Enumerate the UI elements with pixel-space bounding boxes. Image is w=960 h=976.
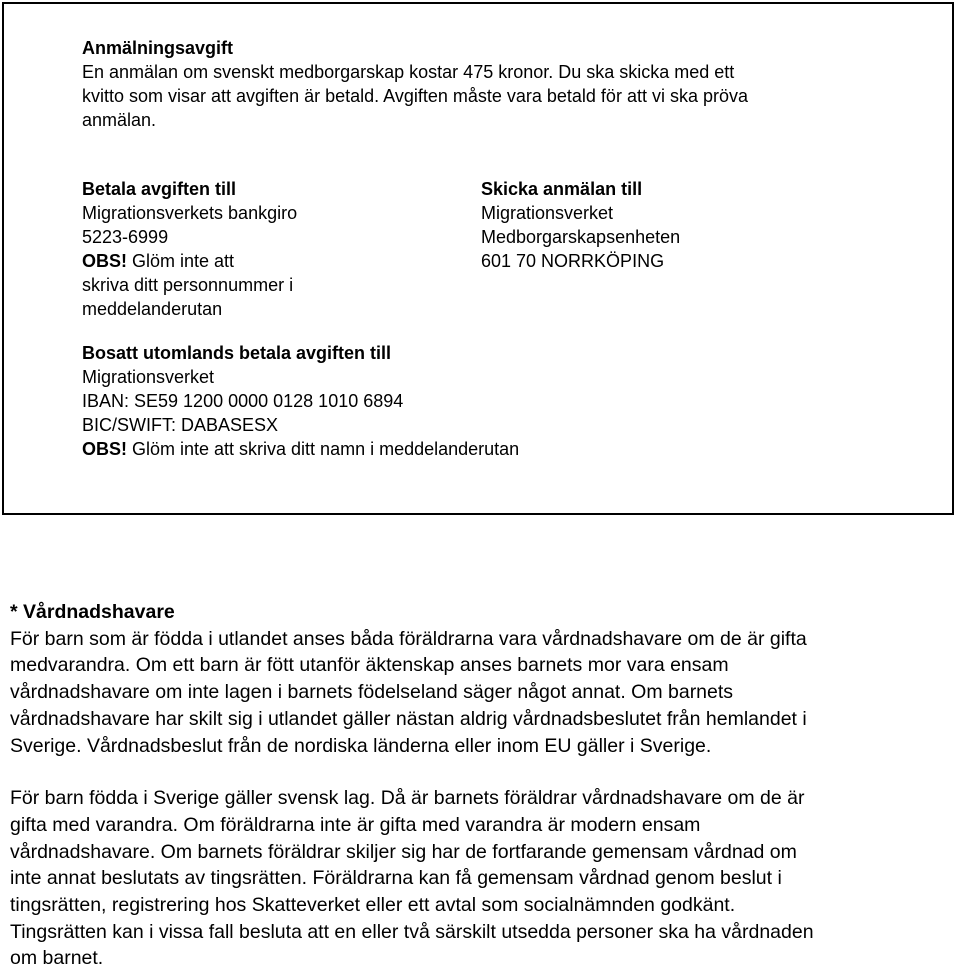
custody-paragraph — [10, 626, 940, 760]
custody-line: gifta med varandra. Om föräldrarna inte är gifta med varandra är modern ensam — [10, 813, 701, 836]
send-address-line: 601 70 NORRKÖPING — [481, 251, 665, 271]
fee-text-line: anmälan. — [82, 110, 157, 130]
pay-recipient: Migrationsverkets bankgiro — [82, 203, 298, 223]
obs-label: OBS! — [82, 251, 127, 271]
send-address-line: Migrationsverket — [481, 203, 614, 223]
pay-text-line: meddelanderutan — [82, 299, 223, 319]
fee-section — [82, 36, 748, 132]
obs-label: OBS! — [82, 439, 127, 459]
obs-text: Glöm inte att skriva ditt namn i meddelanderutan — [127, 439, 520, 459]
pay-heading: Betala avgiften till — [82, 179, 237, 199]
custody-section — [10, 599, 940, 972]
abroad-heading: Bosatt utomlands betala avgiften till — [82, 343, 392, 363]
custody-line: tingsrätten, registrering hos Skatteverket eller ett avtal som socialnämnden godkänt. — [10, 894, 736, 917]
pay-obs-line — [82, 249, 297, 273]
custody-line: Tingsrätten kan i vissa fall besluta att en eller två särskilt utsedda personer ska ha vårdnaden — [10, 920, 814, 943]
custody-line: För barn födda i Sverige gäller svensk lag. Då är barnets föräldrar vårdnadshavare om de är — [10, 787, 805, 810]
fee-text-line: En anmälan om svenskt medborgarskap kostar 475 kronor. Du ska skicka med ett — [82, 62, 735, 82]
custody-line: vårdnadshavare. Om barnets föräldrar skiljer sig har de fortfarande gemensam vårdnad om — [10, 840, 797, 863]
send-section — [481, 177, 680, 273]
custody-line: vårdnadshavare har skilt sig i utlandet gäller nästan aldrig vårdnadsbeslutet från hemlandet i — [10, 707, 807, 730]
send-address-line: Medborgarskapsenheten — [481, 227, 681, 247]
abroad-iban: IBAN: SE59 1200 0000 0128 1010 6894 — [82, 391, 404, 411]
custody-heading: * Vårdnadshavare — [10, 601, 175, 623]
fee-text-line: kvitto som visar att avgiften är betald. Avgiften måste vara betald för att vi ska pröva — [82, 86, 748, 106]
custody-line: vårdnadshavare om inte lagen i barnets födelseland säger något annat. Om barnets — [10, 681, 734, 704]
custody-line: om barnet. — [10, 947, 104, 970]
send-heading: Skicka anmälan till — [481, 179, 643, 199]
custody-line: Sverige. Vårdnadsbeslut från de nordiska länderna eller inom EU gäller i Sverige. — [10, 734, 712, 757]
custody-paragraph — [10, 785, 940, 972]
pay-text-line: skriva ditt personnummer i — [82, 275, 294, 295]
pay-bankgiro: 5223-6999 — [82, 227, 169, 247]
abroad-section — [82, 341, 519, 461]
abroad-bic: BIC/SWIFT: DABASESX — [82, 415, 279, 435]
abroad-line: Migrationsverket — [82, 367, 215, 387]
custody-line: För barn som är födda i utlandet anses båda föräldrarna vara vårdnadshavare om de är gifta — [10, 627, 807, 650]
fee-heading: Anmälningsavgift — [82, 38, 234, 58]
abroad-obs-line — [82, 437, 519, 461]
obs-text: Glöm inte att — [127, 251, 235, 271]
paragraph-spacer — [10, 759, 940, 785]
pay-section — [82, 177, 297, 321]
custody-line: medvarandra. Om ett barn är fött utanför äktenskap anses barnets mor vara ensam — [10, 654, 729, 677]
custody-line: inte annat beslutats av tingsrätten. Föräldrarna kan få gemensam vårdnad genom beslut i — [10, 867, 782, 890]
